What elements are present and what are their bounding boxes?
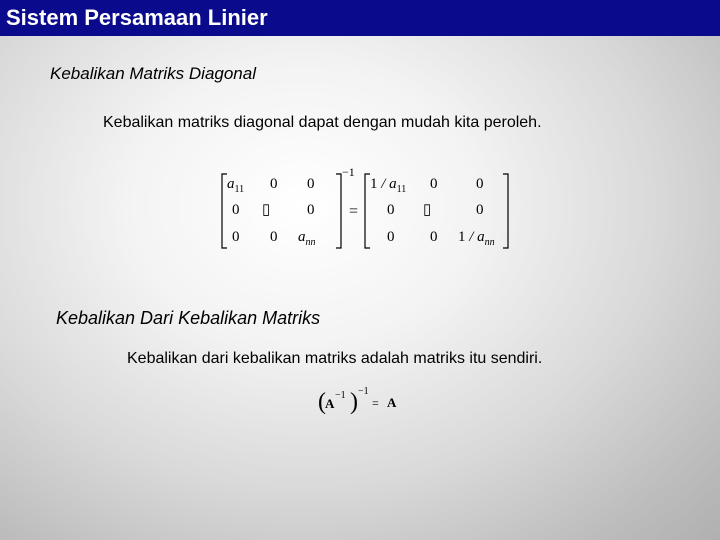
left-matrix-cell: 0: [232, 229, 240, 245]
section-text-inverse-of-inverse: Kebalikan dari kebalikan matriks adalah matriks itu sendiri.: [127, 350, 543, 367]
left-matrix-cell: 0: [270, 229, 278, 245]
left-matrix-cell: ▯: [262, 202, 271, 218]
right-matrix-cell: ▯: [423, 202, 432, 218]
left-matrix-bracket-right: [336, 174, 341, 248]
inverse-of-inverse-equation: [318, 382, 408, 418]
equals-sign: =: [372, 396, 379, 410]
left-matrix-cell: 0: [232, 202, 240, 218]
title-bar: [0, 0, 720, 36]
matrix-a-result: A: [387, 395, 397, 410]
right-matrix-inv-a11: $1 / a_{11}$: [370, 176, 407, 195]
right-matrix-cell: 0: [387, 202, 395, 218]
equals-sign: =: [349, 203, 359, 220]
slide-title: Sistem Persamaan Linier: [6, 5, 268, 30]
right-matrix-cell: 0: [476, 176, 484, 192]
section-heading-diagonal-inverse: Kebalikan Matriks Diagonal: [50, 64, 256, 83]
inverse-exponent: −1: [342, 165, 355, 179]
inner-exponent: −1: [335, 390, 346, 401]
right-matrix-cell: 0: [430, 229, 438, 245]
right-matrix-cell: 0: [430, 176, 438, 192]
right-matrix-bracket-right: [503, 174, 508, 248]
right-matrix-inv-ann: $1 / a_{nn}$: [458, 229, 495, 248]
right-matrix-cell: 0: [387, 229, 395, 245]
left-matrix-a11: $a_{11}$: [227, 176, 245, 195]
right-matrix-cell: 0: [476, 202, 484, 218]
left-matrix-cell: 0: [270, 176, 278, 192]
left-matrix-cell: 0: [307, 202, 315, 218]
matrix-a-base: A: [325, 396, 335, 411]
diagonal-inverse-equation: [215, 160, 520, 255]
open-paren: (: [318, 389, 326, 415]
left-matrix-cell: 0: [307, 176, 315, 192]
left-matrix-ann: $a_{nn}$: [298, 229, 316, 248]
section-heading-inverse-of-inverse: Kebalikan Dari Kebalikan Matriks: [56, 308, 321, 328]
close-paren: ): [350, 389, 358, 415]
section-text-diagonal-inverse: Kebalikan matriks diagonal dapat dengan mudah kita peroleh.: [103, 114, 542, 131]
outer-exponent: −1: [358, 386, 369, 397]
